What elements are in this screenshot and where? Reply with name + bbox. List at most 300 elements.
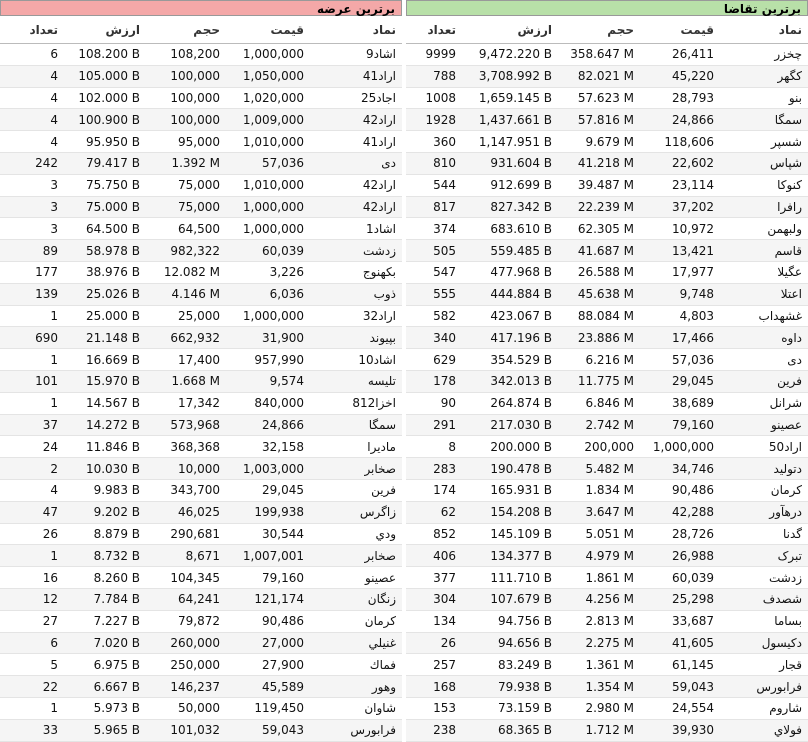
table-row (406, 392, 808, 414)
cell-value: 217.030 B (464, 414, 560, 436)
cell-count: 1 (0, 305, 66, 327)
cell-volume: 3.647 M (560, 501, 642, 523)
cell-price: 28,726 (642, 523, 722, 545)
cell-symbol: شصدف (722, 588, 808, 610)
column-header-price: قیمت (228, 16, 312, 44)
cell-symbol: وهور (312, 676, 402, 698)
cell-symbol: عصینو (312, 567, 402, 589)
cell-volume: 358.647 M (560, 44, 642, 66)
table-row (406, 414, 808, 436)
cell-volume: 10,000 (148, 458, 228, 480)
cell-value: 200.000 B (464, 436, 560, 458)
cell-count: 291 (406, 414, 464, 436)
cell-count: 4 (0, 65, 66, 87)
table-row (406, 632, 808, 654)
cell-count: 90 (406, 392, 464, 414)
cell-symbol: عگيلا (722, 261, 808, 283)
cell-symbol: فرابورس (312, 719, 402, 741)
cell-count: 1 (0, 349, 66, 371)
table-row (406, 501, 808, 523)
cell-price: 60,039 (228, 240, 312, 262)
cell-value: 6.975 B (66, 654, 148, 676)
cell-symbol: اشاد9 (312, 44, 402, 66)
cell-count: 4 (0, 131, 66, 153)
cell-symbol: دكيسول (722, 632, 808, 654)
table-row (406, 327, 808, 349)
cell-volume: 62.305 M (560, 218, 642, 240)
cell-count: 690 (0, 327, 66, 349)
cell-count: 62 (406, 501, 464, 523)
cell-count: 5 (0, 654, 66, 676)
cell-symbol: صخابر (312, 545, 402, 567)
table-row (406, 65, 808, 87)
cell-symbol: گدنا (722, 523, 808, 545)
table-row (406, 719, 808, 741)
cell-count: 1928 (406, 109, 464, 131)
cell-volume: 12.082 M (148, 261, 228, 283)
cell-volume: 1.354 M (560, 676, 642, 698)
cell-symbol: دی (312, 152, 402, 174)
cell-volume: 64,241 (148, 588, 228, 610)
cell-volume: 4.256 M (560, 588, 642, 610)
table-row (406, 240, 808, 262)
table-row (406, 174, 808, 196)
cell-value: 145.109 B (464, 523, 560, 545)
cell-value: 1,437.661 B (464, 109, 560, 131)
cell-volume: 45.638 M (560, 283, 642, 305)
column-header-symbol: نماد (722, 16, 808, 44)
cell-value: 1,659.145 B (464, 87, 560, 109)
cell-volume: 11.775 M (560, 370, 642, 392)
cell-value: 107.679 B (464, 588, 560, 610)
cell-symbol: فرین (312, 479, 402, 501)
cell-value: 190.478 B (464, 458, 560, 480)
table-row (0, 152, 402, 174)
cell-volume: 100,000 (148, 109, 228, 131)
cell-symbol: تبرک (722, 545, 808, 567)
cell-price: 17,466 (642, 327, 722, 349)
table-header-row (406, 16, 808, 44)
cell-volume: 260,000 (148, 632, 228, 654)
cell-symbol: كرمان (722, 479, 808, 501)
cell-value: 134.377 B (464, 545, 560, 567)
cell-symbol: بکهنوج (312, 261, 402, 283)
cell-volume: 2.813 M (560, 610, 642, 632)
cell-count: 360 (406, 131, 464, 153)
cell-symbol: اراد41 (312, 131, 402, 153)
cell-value: 354.529 B (464, 349, 560, 371)
table-row (0, 414, 402, 436)
cell-count: 544 (406, 174, 464, 196)
cell-value: 417.196 B (464, 327, 560, 349)
cell-count: 26 (406, 632, 464, 654)
cell-price: 41,605 (642, 632, 722, 654)
cell-symbol: زدشت (722, 567, 808, 589)
cell-price: 1,020,000 (228, 87, 312, 109)
column-header-value: ارزش (464, 16, 560, 44)
cell-volume: 57.623 M (560, 87, 642, 109)
cell-price: 39,930 (642, 719, 722, 741)
cell-price: 42,288 (642, 501, 722, 523)
cell-value: 827.342 B (464, 196, 560, 218)
cell-symbol: غشهداب (722, 305, 808, 327)
table-row (0, 436, 402, 458)
cell-count: 1 (0, 392, 66, 414)
cell-price: 59,043 (228, 719, 312, 741)
cell-volume: 79,872 (148, 610, 228, 632)
cell-price: 26,411 (642, 44, 722, 66)
cell-symbol: اراد42 (312, 109, 402, 131)
table-row (406, 283, 808, 305)
cell-value: 5.965 B (66, 719, 148, 741)
cell-symbol: بپیوند (312, 327, 402, 349)
table-row (0, 545, 402, 567)
cell-value: 9.983 B (66, 479, 148, 501)
cell-volume: 100,000 (148, 65, 228, 87)
cell-count: 12 (0, 588, 66, 610)
top-supply-panel (0, 0, 402, 738)
table-row (406, 697, 808, 719)
column-header-count: تعداد (0, 16, 66, 44)
cell-price: 29,045 (642, 370, 722, 392)
table-row (406, 349, 808, 371)
table-row (406, 370, 808, 392)
table-row (0, 65, 402, 87)
cell-price: 57,036 (642, 349, 722, 371)
cell-count: 3 (0, 196, 66, 218)
cell-volume: 82.021 M (560, 65, 642, 87)
cell-value: 38.976 B (66, 261, 148, 283)
cell-value: 342.013 B (464, 370, 560, 392)
cell-symbol: قاسم (722, 240, 808, 262)
cell-value: 7.020 B (66, 632, 148, 654)
table-row (0, 327, 402, 349)
cell-count: 340 (406, 327, 464, 349)
cell-value: 21.148 B (66, 327, 148, 349)
table-row (0, 610, 402, 632)
table-row (0, 588, 402, 610)
cell-symbol: زنگان (312, 588, 402, 610)
cell-price: 90,486 (228, 610, 312, 632)
table-row (0, 87, 402, 109)
cell-volume: 1.392 M (148, 152, 228, 174)
table-row (406, 87, 808, 109)
cell-value: 683.610 B (464, 218, 560, 240)
table-row (406, 196, 808, 218)
cell-volume: 9.679 M (560, 131, 642, 153)
cell-price: 60,039 (642, 567, 722, 589)
cell-symbol: فولاي (722, 719, 808, 741)
cell-volume: 41.687 M (560, 240, 642, 262)
table-row (406, 305, 808, 327)
cell-volume: 200,000 (560, 436, 642, 458)
cell-count: 852 (406, 523, 464, 545)
cell-count: 89 (0, 240, 66, 262)
cell-value: 58.978 B (66, 240, 148, 262)
cell-symbol: اراد41 (312, 65, 402, 87)
cell-value: 94.756 B (464, 610, 560, 632)
cell-count: 22 (0, 676, 66, 698)
cell-symbol: قجار (722, 654, 808, 676)
cell-count: 810 (406, 152, 464, 174)
cell-price: 34,746 (642, 458, 722, 480)
table-row (0, 283, 402, 305)
cell-value: 264.874 B (464, 392, 560, 414)
cell-count: 16 (0, 567, 66, 589)
cell-count: 1008 (406, 87, 464, 109)
cell-symbol: شپاس (722, 152, 808, 174)
table-row (406, 479, 808, 501)
table-row (0, 218, 402, 240)
cell-volume: 146,237 (148, 676, 228, 698)
cell-value: 165.931 B (464, 479, 560, 501)
cell-symbol: چخزر (722, 44, 808, 66)
cell-count: 139 (0, 283, 66, 305)
cell-symbol: اجاد25 (312, 87, 402, 109)
cell-symbol: سمگا (312, 414, 402, 436)
cell-price: 26,988 (642, 545, 722, 567)
cell-volume: 75,000 (148, 196, 228, 218)
cell-value: 9.202 B (66, 501, 148, 523)
table-row (0, 458, 402, 480)
cell-symbol: اراد42 (312, 174, 402, 196)
cell-price: 3,226 (228, 261, 312, 283)
table-row (406, 109, 808, 131)
cell-value: 7.784 B (66, 588, 148, 610)
cell-count: 377 (406, 567, 464, 589)
cell-price: 57,036 (228, 152, 312, 174)
table-row (0, 174, 402, 196)
cell-symbol: فرابورس (722, 676, 808, 698)
cell-count: 3 (0, 174, 66, 196)
cell-symbol: اراد42 (312, 196, 402, 218)
cell-count: 374 (406, 218, 464, 240)
table-row (0, 479, 402, 501)
column-header-volume: حجم (148, 16, 228, 44)
cell-price: 30,544 (228, 523, 312, 545)
table-row (0, 131, 402, 153)
cell-price: 27,900 (228, 654, 312, 676)
cell-symbol: شسپر (722, 131, 808, 153)
cell-symbol: دتولید (722, 458, 808, 480)
cell-price: 1,007,001 (228, 545, 312, 567)
cell-count: 134 (406, 610, 464, 632)
cell-price: 38,689 (642, 392, 722, 414)
cell-symbol: اشاد1 (312, 218, 402, 240)
column-header-value: ارزش (66, 16, 148, 44)
cell-value: 79.417 B (66, 152, 148, 174)
table-row (406, 523, 808, 545)
cell-symbol: ماديرا (312, 436, 402, 458)
cell-symbol: درهآور (722, 501, 808, 523)
cell-value: 5.973 B (66, 697, 148, 719)
cell-price: 24,866 (642, 109, 722, 131)
table-row (0, 44, 402, 66)
cell-count: 168 (406, 676, 464, 698)
cell-symbol: شاوان (312, 697, 402, 719)
cell-price: 37,202 (642, 196, 722, 218)
cell-volume: 57.816 M (560, 109, 642, 131)
cell-count: 9999 (406, 44, 464, 66)
cell-price: 28,793 (642, 87, 722, 109)
cell-count: 24 (0, 436, 66, 458)
cell-volume: 39.487 M (560, 174, 642, 196)
cell-value: 8.260 B (66, 567, 148, 589)
cell-value: 111.710 B (464, 567, 560, 589)
cell-value: 10.030 B (66, 458, 148, 480)
cell-price: 1,010,000 (228, 174, 312, 196)
cell-price: 45,220 (642, 65, 722, 87)
cell-price: 1,000,000 (642, 436, 722, 458)
cell-count: 283 (406, 458, 464, 480)
cell-price: 25,298 (642, 588, 722, 610)
cell-count: 27 (0, 610, 66, 632)
cell-value: 83.249 B (464, 654, 560, 676)
cell-value: 79.938 B (464, 676, 560, 698)
cell-value: 105.000 B (66, 65, 148, 87)
cell-price: 32,158 (228, 436, 312, 458)
table-row (0, 676, 402, 698)
cell-volume: 26.588 M (560, 261, 642, 283)
cell-volume: 1.712 M (560, 719, 642, 741)
cell-price: 31,900 (228, 327, 312, 349)
cell-price: 1,000,000 (228, 196, 312, 218)
cell-count: 505 (406, 240, 464, 262)
cell-volume: 100,000 (148, 87, 228, 109)
cell-volume: 88.084 M (560, 305, 642, 327)
cell-value: 477.968 B (464, 261, 560, 283)
table-row (406, 152, 808, 174)
table-row (0, 719, 402, 741)
cell-volume: 573,968 (148, 414, 228, 436)
cell-count: 242 (0, 152, 66, 174)
top-demand-panel (406, 0, 808, 738)
cell-value: 95.950 B (66, 131, 148, 153)
cell-volume: 23.886 M (560, 327, 642, 349)
cell-symbol: اخزا812 (312, 392, 402, 414)
cell-count: 547 (406, 261, 464, 283)
cell-count: 555 (406, 283, 464, 305)
cell-value: 14.567 B (66, 392, 148, 414)
cell-value: 100.900 B (66, 109, 148, 131)
cell-count: 4 (0, 109, 66, 131)
top-demand-table (406, 16, 808, 742)
cell-volume: 982,322 (148, 240, 228, 262)
cell-volume: 662,932 (148, 327, 228, 349)
cell-symbol: كرمان (312, 610, 402, 632)
cell-count: 257 (406, 654, 464, 676)
table-row (406, 44, 808, 66)
cell-count: 47 (0, 501, 66, 523)
table-row (0, 654, 402, 676)
cell-volume: 4.979 M (560, 545, 642, 567)
table-row (406, 261, 808, 283)
cell-count: 304 (406, 588, 464, 610)
cell-symbol: زاگرس (312, 501, 402, 523)
cell-symbol: سمگا (722, 109, 808, 131)
table-row (0, 240, 402, 262)
cell-symbol: بساما (722, 610, 808, 632)
column-header-symbol: نماد (312, 16, 402, 44)
table-header-row (0, 16, 402, 44)
cell-volume: 343,700 (148, 479, 228, 501)
cell-price: 4,803 (642, 305, 722, 327)
cell-price: 45,589 (228, 676, 312, 698)
table-row (0, 392, 402, 414)
table-row (406, 436, 808, 458)
cell-price: 9,748 (642, 283, 722, 305)
cell-volume: 17,400 (148, 349, 228, 371)
cell-symbol: اشاد10 (312, 349, 402, 371)
cell-value: 154.208 B (464, 501, 560, 523)
cell-price: 199,938 (228, 501, 312, 523)
cell-count: 1 (0, 545, 66, 567)
cell-price: 1,000,000 (228, 305, 312, 327)
cell-volume: 5.482 M (560, 458, 642, 480)
cell-symbol: شرانل (722, 392, 808, 414)
cell-volume: 368,368 (148, 436, 228, 458)
column-header-price: قیمت (642, 16, 722, 44)
table-row (406, 588, 808, 610)
cell-price: 17,977 (642, 261, 722, 283)
cell-symbol: كنوكا (722, 174, 808, 196)
cell-price: 1,000,000 (228, 44, 312, 66)
cell-count: 582 (406, 305, 464, 327)
cell-count: 788 (406, 65, 464, 87)
table-row (406, 131, 808, 153)
cell-symbol: كگهر (722, 65, 808, 87)
cell-price: 79,160 (642, 414, 722, 436)
top-demand-title: برترین تقاضا (406, 0, 808, 16)
cell-value: 423.067 B (464, 305, 560, 327)
cell-volume: 108,200 (148, 44, 228, 66)
column-header-count: تعداد (406, 16, 464, 44)
cell-price: 1,010,000 (228, 131, 312, 153)
cell-value: 64.500 B (66, 218, 148, 240)
table-row (0, 196, 402, 218)
cell-count: 33 (0, 719, 66, 741)
cell-value: 94.656 B (464, 632, 560, 654)
cell-volume: 17,342 (148, 392, 228, 414)
table-row (406, 567, 808, 589)
cell-volume: 6.216 M (560, 349, 642, 371)
table-row (0, 501, 402, 523)
cell-count: 2 (0, 458, 66, 480)
cell-count: 101 (0, 370, 66, 392)
cell-value: 931.604 B (464, 152, 560, 174)
table-row (0, 370, 402, 392)
cell-symbol: ذوب (312, 283, 402, 305)
cell-symbol: زدشت (312, 240, 402, 262)
column-header-volume: حجم (560, 16, 642, 44)
cell-symbol: عصینو (722, 414, 808, 436)
cell-symbol: ولبهمن (722, 218, 808, 240)
cell-value: 75.000 B (66, 196, 148, 218)
cell-volume: 101,032 (148, 719, 228, 741)
cell-price: 33,687 (642, 610, 722, 632)
cell-volume: 64,500 (148, 218, 228, 240)
cell-value: 6.667 B (66, 676, 148, 698)
cell-symbol: شاروم (722, 697, 808, 719)
cell-volume: 2.742 M (560, 414, 642, 436)
cell-volume: 46,025 (148, 501, 228, 523)
cell-price: 1,003,000 (228, 458, 312, 480)
cell-value: 25.026 B (66, 283, 148, 305)
cell-count: 4 (0, 87, 66, 109)
cell-price: 79,160 (228, 567, 312, 589)
cell-volume: 1.668 M (148, 370, 228, 392)
cell-value: 25.000 B (66, 305, 148, 327)
